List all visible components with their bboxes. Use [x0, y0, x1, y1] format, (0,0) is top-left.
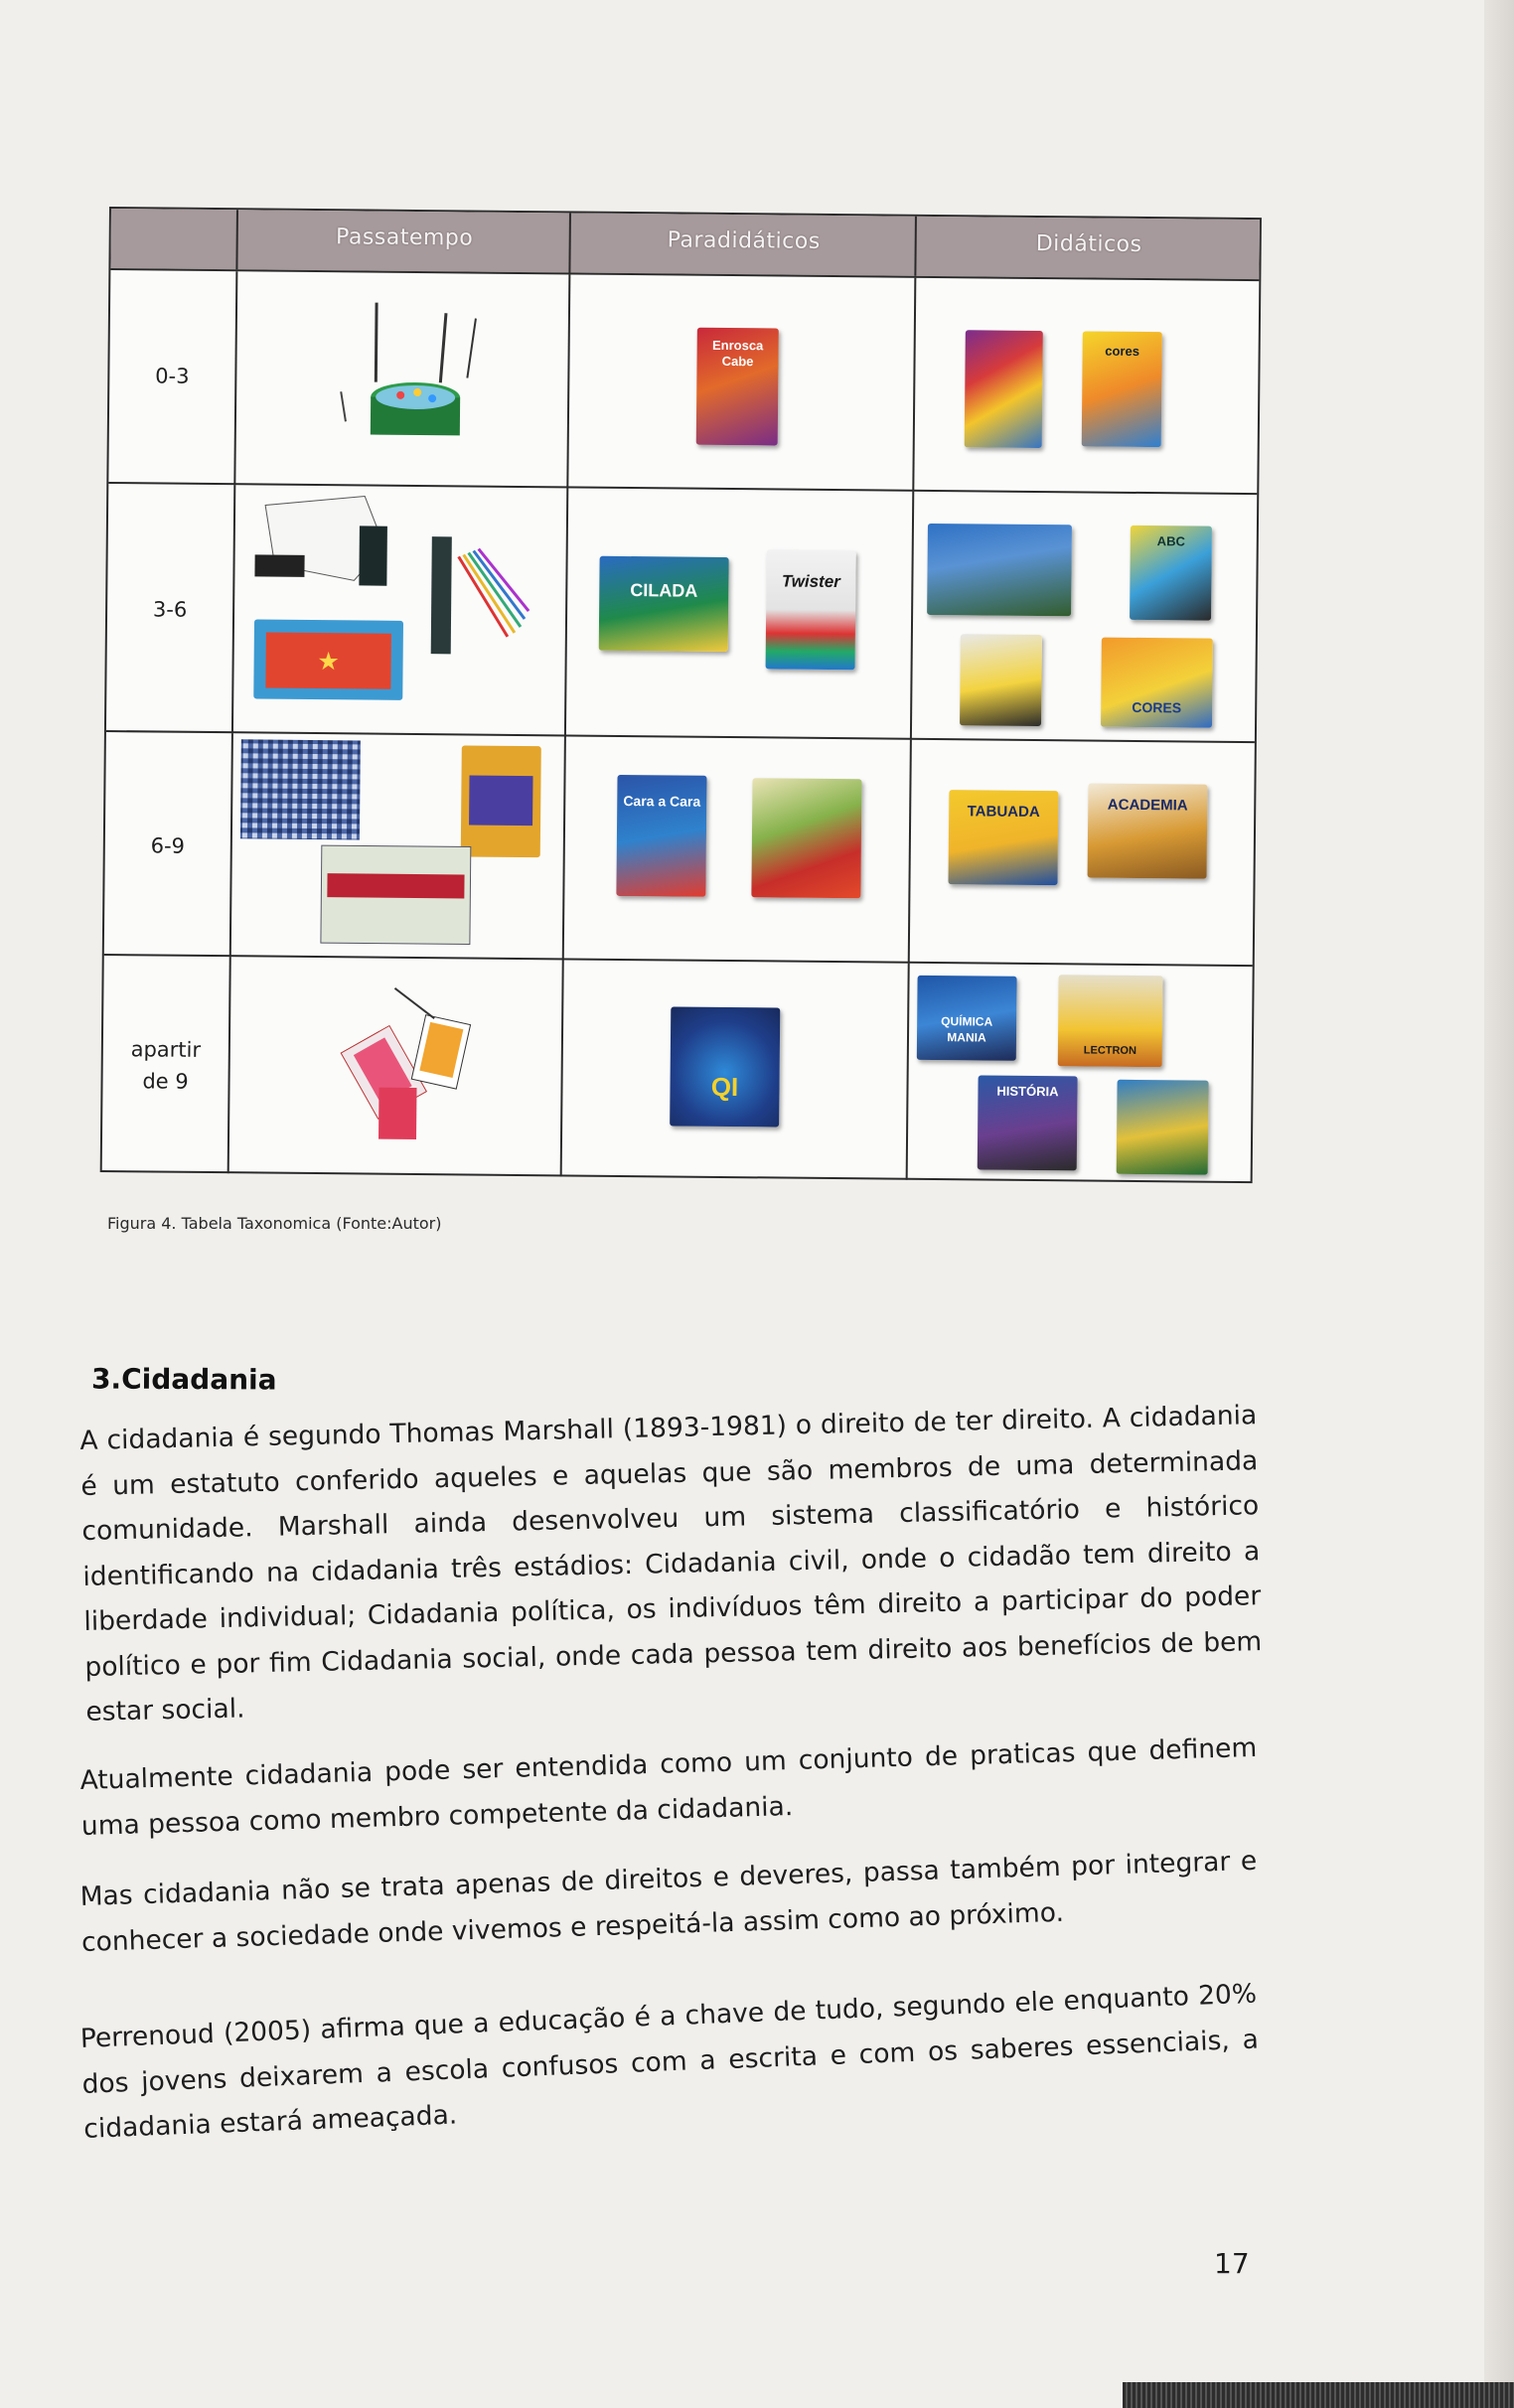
svg-text:★: ★ [318, 649, 339, 675]
figure-caption: Figura 4. Tabela Taxonomica (Fonte:Autor) [107, 1214, 442, 1233]
header-cell-passatempo [235, 210, 571, 272]
academia-box: ACADEMIA [1088, 783, 1208, 878]
age-label-apartir-9: apartir de 9 [130, 1037, 202, 1094]
section-title: 3.Cidadania [90, 1362, 277, 1397]
age-cell [102, 956, 229, 1173]
binding-strip [1123, 2382, 1514, 2408]
didaticos-cell [912, 278, 1261, 495]
table-row [108, 268, 1259, 495]
cara-a-cara-box: Cara a Cara [616, 775, 706, 897]
cards-game-image [229, 957, 564, 1176]
page-edge [1484, 0, 1514, 2408]
age-label-0-3: 0-3 [155, 364, 190, 388]
age-label-3-6: 3-6 [152, 597, 188, 622]
table-row [106, 482, 1257, 743]
paradidaticos-cell [564, 488, 914, 739]
paragraph: Perrenoud (2005) afirma que a educação é a chave de tudo, segundo ele enquanto 20% dos jovens deixarem a escola confusos com a escrita e com os saberes essenciais, a cidadania estará ameaçada. [79, 1978, 1260, 2145]
quimica-box: QUÍMICA MANIA [917, 976, 1017, 1061]
passatempo-cell [231, 485, 568, 736]
paragraph: Mas cidadania não se trata apenas de direitos e deveres, passa também por integrar e conhecer a sociedade onde vivemos e respeitá-la assim como ao próximo. [79, 1845, 1258, 1958]
paradidaticos-cell [560, 960, 910, 1179]
abc-box: ABC [1130, 526, 1212, 621]
table-row [102, 954, 1253, 1183]
puzzle-monopoly-image [231, 733, 566, 960]
qi-box: QI [670, 1006, 780, 1127]
historia-box: HISTÓRIA [978, 1075, 1078, 1170]
table-row [104, 730, 1255, 967]
age-cell [104, 732, 231, 957]
paradidaticos-cell [562, 736, 912, 963]
didatico-box-a [927, 524, 1072, 616]
paragraph: A cidadania é segundo Thomas Marshall (1893-1981) o direito de ter direito. A cidadania é um estatuto conferido aqueles e aquelas que são membros de uma determinada comunidade. Marshall ainda desenvolveu um sistema classificatório e histórico identificando na cidadania três estádios: Cidadania civil, onde o cidadão tem direito a liberdade individual; Cidadania política, os indivíduos têm direito a participar do poder político e por fim Cidadania social, onde cada pessoa tem direito aos benefícios de bem estar social. [79, 1400, 1263, 1728]
header-paradidaticos: Paradidáticos [667, 227, 821, 254]
passatempo-games-image [233, 485, 568, 736]
header-didaticos: Didáticos [1035, 230, 1142, 257]
didatico-box-b [960, 634, 1042, 726]
board-game-box [751, 778, 861, 898]
header-empty-cell [110, 209, 236, 269]
cores-box-2: CORES [1101, 638, 1213, 728]
cores-box: cores [1082, 331, 1162, 447]
didatico-box-c [1117, 1080, 1209, 1175]
enrosca-box: Enrosca Cabe [696, 328, 779, 446]
page-number: 17 [1214, 2247, 1250, 2280]
tabuada-box: TABUADA [948, 790, 1058, 885]
didaticos-cell [906, 964, 1255, 1183]
passatempo-cell [227, 957, 564, 1176]
paragraph: Atualmente cidadania pode ser entendida como um conjunto de praticas que definem uma pessoa como membro competente da cidadania. [79, 1731, 1258, 1842]
dora-game-box [965, 330, 1043, 448]
age-cell [106, 484, 233, 733]
fishing-game-image [235, 271, 570, 488]
cilada-box: CILADA [599, 556, 729, 652]
paradidaticos-cell [566, 274, 916, 491]
header-passatempo: Passatempo [336, 225, 474, 251]
passatempo-cell [233, 271, 570, 488]
table-header-row [110, 209, 1260, 279]
didaticos-cell [910, 492, 1259, 743]
age-label-6-9: 6-9 [150, 833, 186, 858]
didaticos-cell [908, 740, 1257, 967]
header-cell-didaticos [914, 217, 1262, 279]
passatempo-cell [229, 733, 566, 960]
lectron-box: LECTRON [1058, 975, 1163, 1067]
header-cell-paradidaticos [568, 213, 917, 275]
age-cell [108, 270, 235, 485]
twister-box: Twister [766, 549, 856, 670]
taxonomic-table [100, 207, 1262, 1183]
